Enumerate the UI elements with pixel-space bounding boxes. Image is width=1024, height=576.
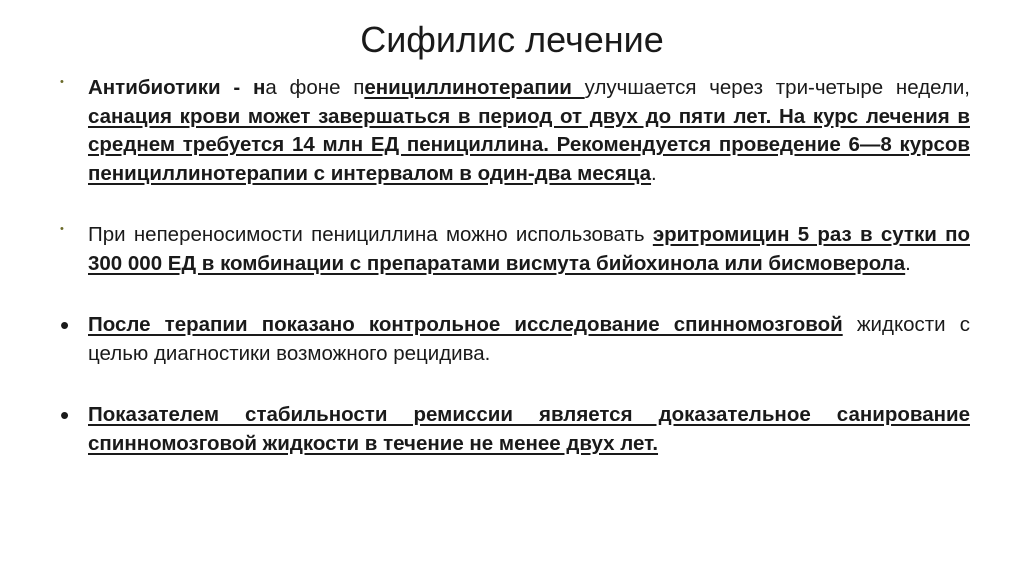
bullet-marker: • <box>60 400 70 430</box>
text-fragment: При непереносимости пенициллина можно использовать <box>88 223 653 246</box>
slide-title: Сифилис лечение <box>360 19 664 60</box>
term-antibiotics: Антибиотики - н <box>88 76 266 99</box>
bullet-control-study <box>58 311 970 368</box>
bullet-antibiotics <box>58 74 970 188</box>
bullet-marker: • <box>60 310 70 340</box>
text-fragment: а фоне п <box>265 76 365 99</box>
emphasis-erythromycin: эритромицин 5 раз в сутки по 300 000 ЕД в комбинации с препаратами висмута бийохинола или бисмоверола <box>88 223 970 275</box>
emphasis-control-study: После терапии показано контрольное исследование спинномозговой <box>88 313 843 336</box>
term-penicillin-therapy: енициллинотерапии <box>364 76 585 99</box>
bullet-marker: • <box>60 223 64 235</box>
emphasis-remission: Показателем стабильности ремиссии является доказательное санирование спинномозговой жидкости в течение не менее двух лет. <box>88 403 970 455</box>
bullet-intolerance <box>58 221 970 278</box>
bullet-remission <box>58 401 970 458</box>
bullet-marker: • <box>60 76 64 88</box>
text-fragment: . <box>905 251 911 275</box>
emphasis-sanation: санация крови может завершаться в период от двух до пяти лет. На курс лечения в среднем требуется 14 млн ЕД пенициллина. Рекомендуется проведение 6—8 курсов пенициллинотерапии с интервалом в один-два месяца <box>88 104 970 185</box>
text-fragment: жидкости с целью диагностики возможного рецидива. <box>88 313 970 365</box>
bullet-list <box>58 74 970 458</box>
text-fragment: улучшается через три-четыре недели, <box>584 76 970 99</box>
text-fragment: . <box>651 161 657 185</box>
